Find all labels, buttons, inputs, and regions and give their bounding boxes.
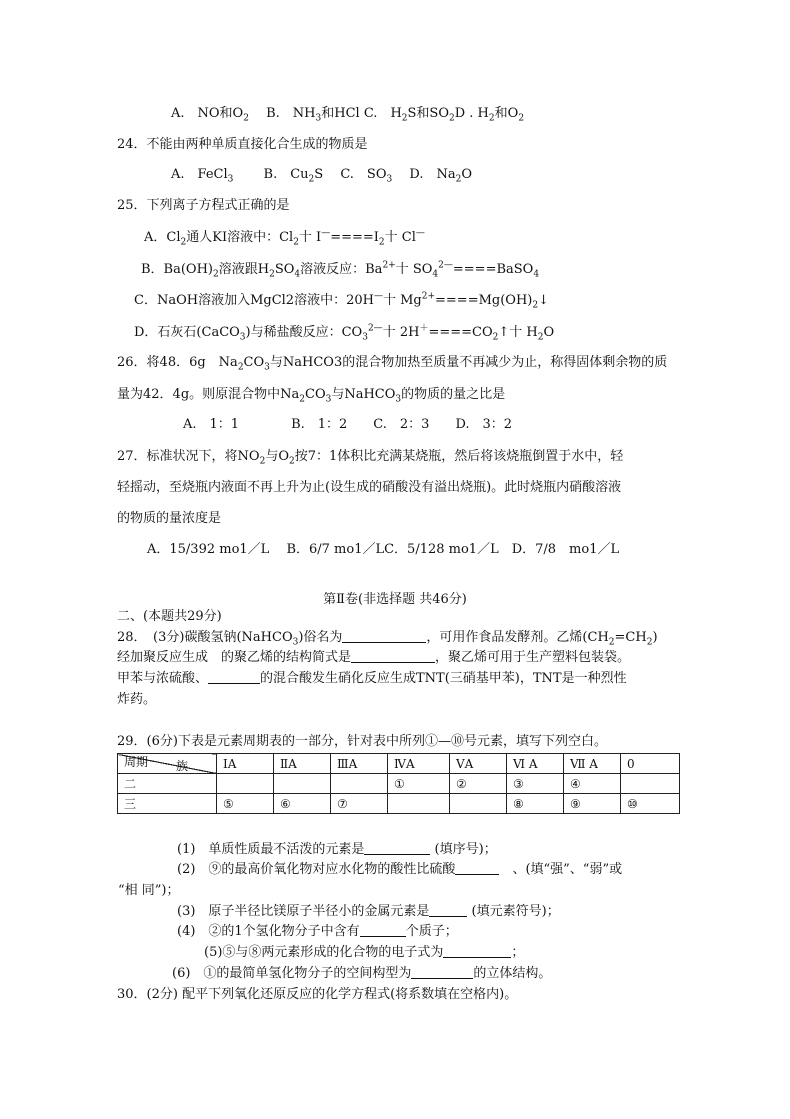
q27-line-1: 27．标准状况下，将$NO_2$与$O_2$按7：1体积比充满某烧瓶，然后将该烧瓶倒置于水中，轻 [117,449,624,467]
q29-sub-2: (2) ⑨的最高价氧化物对应水化物的酸性比硫酸 、(填“强”、“弱”或 [177,862,623,877]
q27-line-3: 的物质的量浓度是 [117,511,222,526]
group-header: ⅢA [331,754,388,774]
q28-answer-blank-2[interactable] [351,650,435,663]
q26-line-1: 26．将48．6g $Na_2CO_3$与NaHCO3的混合物加热至质量不再减少为止，称得固体剩余物的质 [117,355,668,373]
table-cell [450,794,507,814]
q29-stem: 29．(6分)下表是元素周期表的一部分，针对表中所列①—⑩号元素，填写下列空白。 [117,734,607,749]
group-header: ⅠA [217,754,274,774]
q25-option-c: C．NaOH溶液加入MgCl2溶液中：20H—十 $Mg^{2+}====Mg(OH)_2↓$ [134,291,549,311]
q29-sub-6: (6) ①的最简单氢化物分子的空间构型为 的立体结构。 [172,966,552,981]
table-cell [274,774,331,794]
q25-option-d: D．石灰石(CaCO$_3$)与稀盐酸反应：$CO_3^{2—}$十 $2H^+====CO_2↑$十 $H_2O$ [134,323,555,343]
q29-sub-3: (3) 原子半径比镁原子半径小的金属元素是 (填元素符号)； [177,904,560,919]
table-row [118,794,680,814]
table-cell: ⑦ [331,794,388,814]
period-label: 三 [118,794,217,814]
q28-line-2: 经加聚反应生成 的聚乙烯的结构简式是 ，聚乙烯可用于生产塑料包装袋。 [117,650,631,665]
table-header-row [118,754,680,774]
table-cell: ⑥ [274,794,331,814]
table-cell: ④ [564,774,621,794]
q28-line-3: 甲苯与浓硫酸、 的混合酸发生硝化反应生成TNT(三硝基甲苯)，TNT是一种烈性 [117,671,627,686]
table-cell [217,774,274,794]
q25-option-b: B．$Ba(OH)_2$溶液跟$H_2SO_4$溶液反应：$Ba^{2+}$十 $SO_4^{2—}====BaSO_4$ [141,260,540,280]
q26-options: A. 1：1 B. 1：2 C. 2：3 D. 3：2 [183,417,513,432]
section-2-heading: 二、(本题共29分) [117,609,222,624]
period-header-label: 周期 [124,755,149,769]
q28-answer-blank-3[interactable] [208,671,260,684]
q30-stem: 30．(2分) 配平下列氧化还原反应的化学方程式(将系数填在空格内)。 [117,987,518,1002]
group-header: 0 [621,754,680,774]
q24-stem: 24．不能由两种单质直接化合生成的物质是 [117,137,368,152]
table-cell [388,794,450,814]
periodic-table [117,753,680,814]
table-corner-cell [118,754,217,774]
table-cell: ② [450,774,507,794]
table-cell [621,774,680,794]
table-cell [331,774,388,794]
q29-answer-blank-2[interactable] [455,862,499,875]
q29-answer-blank-4[interactable] [360,924,406,937]
table-cell: ⑨ [564,794,621,814]
group-header: Ⅵ A [507,754,564,774]
group-header: ⅤA [450,754,507,774]
q26-line-2: 量为42．4g。则原混合物中$Na_2CO_3$与NaHCO$_3$的物质的量之比是 [117,387,506,405]
q28-line-1: 28． (3分)碳酸氢钠(NaHCO$_3$)俗名为 ，可用作食品发酵剂。乙烯$(CH_2=CH_2)$ [117,630,658,648]
q23-options: A. NO和$O_2$ B. $NH_3$和HCl C. $H_2S$和$SO_2D$ . $H_2$和$O_2$ [171,106,525,124]
group-header: ⅣA [388,754,450,774]
period-label: 二 [118,774,217,794]
q29-sub-5: (5)⑤与⑧两元素形成的化合物的电子式为 ； [204,945,525,960]
q27-line-2: 轻摇动，至烧瓶内液面不再上升为止(设生成的硝酸没有溢出烧瓶)。此时烧瓶内硝酸溶液 [117,480,622,495]
group-header: ⅡA [274,754,331,774]
q29-answer-blank-5[interactable] [443,945,511,958]
q27-options: A．15/392 mo1／L B．6/7 mo1／LC．5/128 mo1／L D．7/8 mo1／L [147,542,620,557]
table-cell: ⑧ [507,794,564,814]
group-header: Ⅶ A [564,754,621,774]
table-cell: ⑩ [621,794,680,814]
q29-sub-4: (4) ②的1个氢化物分子中含有 个质子； [177,924,458,939]
q29-sub-1: (1) 单质性质最不活泼的元素是 (填序号)； [177,842,497,857]
table-cell: ⑤ [217,794,274,814]
q28-answer-blank-1[interactable] [342,630,426,643]
q24-options: A. FeCl$_3$ B. $Cu_2S$ C. $SO_3$ D. $Na_2O$ [171,167,472,185]
q28-line-4: 炸药。 [117,692,157,707]
q29-answer-blank-6[interactable] [411,966,473,979]
q25-option-a: A．$Cl_2$通人KI溶液中：$Cl_2$十 $I^—====I_2$十 Cl— [144,228,425,248]
q29-answer-blank-1[interactable] [364,842,430,855]
q25-stem: 25．下列离子方程式正确的是 [117,198,290,213]
q29-answer-blank-3[interactable] [429,904,467,917]
part-2-title: 第Ⅱ卷(非选择题 共46分) [323,592,467,607]
q29-sub-2-cont: “相 同”)； [118,883,180,898]
table-row [118,774,680,794]
table-cell: ① [388,774,450,794]
table-cell: ③ [507,774,564,794]
group-header-label: 族 [175,759,188,773]
